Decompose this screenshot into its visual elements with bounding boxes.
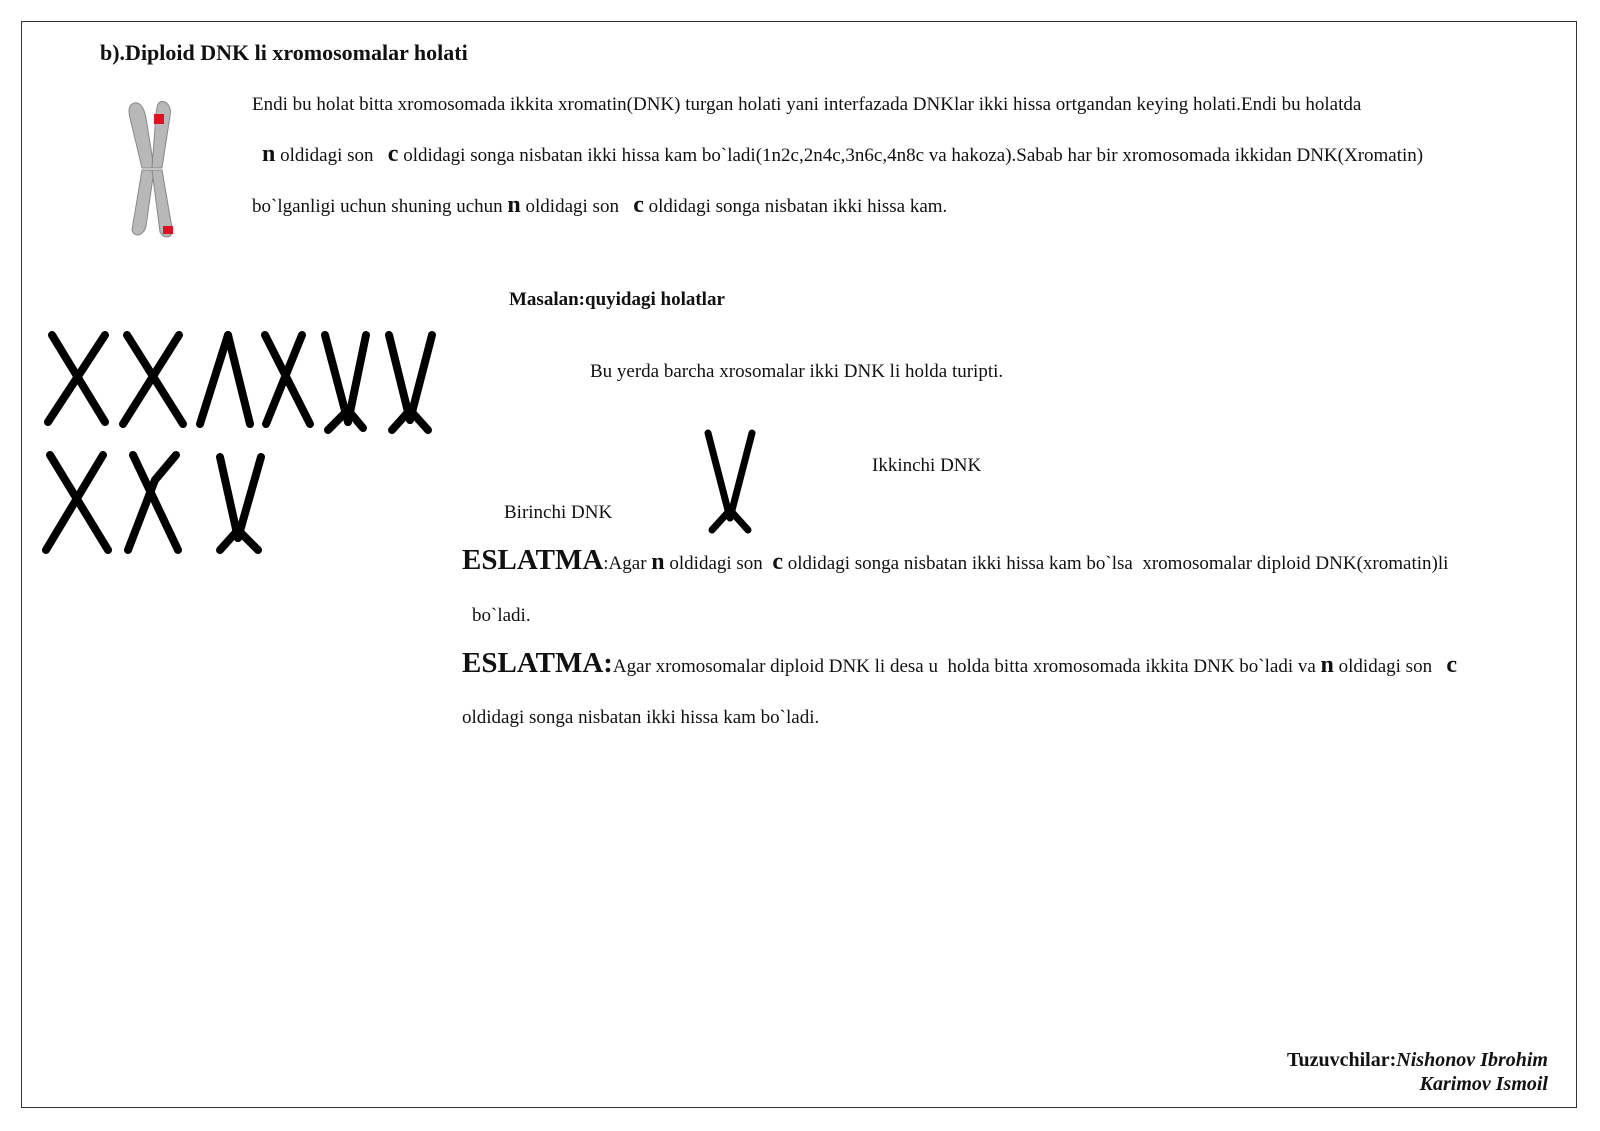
- c-symbol: c: [772, 549, 783, 575]
- n-symbol: n: [507, 192, 521, 218]
- example-title: Masalan:quyidagi holatlar: [509, 289, 725, 310]
- chromosome-set-drawing: [40, 330, 450, 565]
- n-symbol: n: [651, 549, 665, 575]
- label-second-dna: Ikkinchi DNK: [872, 455, 982, 476]
- note-1-line-1: ESLATMA:Agar n oldidagi son c oldidagi songa nisbatan ikki hissa kam bo`lsa xromosomalar diploid DNK(xromatin)li: [462, 544, 1449, 576]
- footer-label: Tuzuvchilar:: [1287, 1049, 1397, 1071]
- c-symbol: c: [633, 192, 644, 218]
- n-symbol: n: [1320, 652, 1334, 678]
- note-keyword: ESLATMA:: [462, 647, 613, 679]
- label-first-dna: Birinchi DNK: [504, 502, 613, 523]
- intro-line-2: n oldidagi son c oldidagi songa nisbatan ikki hissa kam bo`ladi(1n2c,2n4c,3n6c,4n8c va hakoza).Sabab har bir xromosomada ikkidan DNK(Xromatin): [262, 141, 1424, 167]
- c-symbol: c: [387, 141, 399, 167]
- note-1-line-2: bo`ladi.: [472, 605, 531, 626]
- note-2-line-2: oldidagi songa nisbatan ikki hissa kam bo`ladi.: [462, 707, 820, 728]
- section-heading: b).Diploid DNK li xromosomalar holati: [100, 40, 468, 65]
- chromosome-illustration: [120, 98, 190, 243]
- note-2-line-1: ESLATMA:Agar xromosomalar diploid DNK li desa u holda bitta xromosomada ikkita DNK bo`ladi va n oldidagi son c: [462, 647, 1457, 679]
- author-1: Nishonov Ibrohim: [1396, 1049, 1548, 1071]
- n-symbol: n: [262, 141, 276, 167]
- author-2: Karimov Ismoil: [1419, 1073, 1548, 1095]
- note-keyword: ESLATMA: [462, 544, 604, 576]
- c-symbol: c: [1446, 652, 1457, 678]
- example-note: Bu yerda barcha xrosomalar ikki DNK li holda turipti.: [590, 361, 1004, 382]
- footer-authors: [1287, 1048, 1548, 1096]
- intro-line-3: bo`lganligi uchun shuning uchun n oldidagi son c oldidagi songa nisbatan ikki hissa kam.: [252, 192, 948, 218]
- intro-line-1: Endi bu holat bitta xromosomada ikkita xromatin(DNK) turgan holati yani interfazada DNKlar ikki hissa ortgandan keying holati.Endi bu holatda: [252, 94, 1362, 115]
- single-chromosome-drawing: [700, 428, 760, 538]
